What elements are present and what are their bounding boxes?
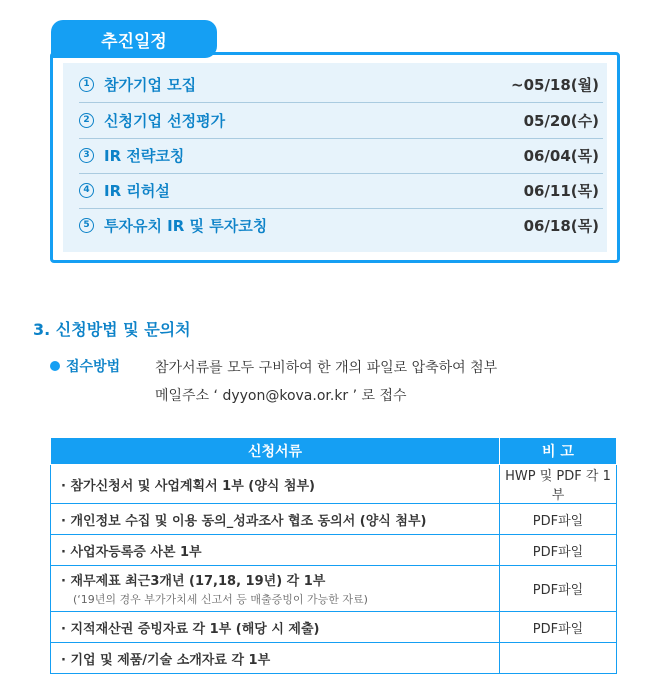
schedule-item-date: 06/18(목) [523, 217, 599, 235]
circled-number-icon: 5 [79, 218, 94, 233]
bullet-dot-icon [50, 361, 60, 371]
schedule-item-label: IR 리허설 [104, 182, 170, 200]
submit-email-line: 메일주소 ‘ dyyon@kova.or.kr ’ 로 접수 [155, 388, 407, 404]
submit-method-text: 접수방법 [66, 359, 121, 375]
document-cell [51, 566, 500, 612]
table-header-row [51, 438, 617, 465]
schedule-item-label: 신청기업 선정평가 [104, 112, 226, 130]
document-note: PDF파일 [500, 535, 617, 566]
document-name: · 재무제표 최근3개년 (17,18, 19년) 각 1부 [61, 574, 326, 589]
submit-instruction: 참가서류를 모두 구비하여 한 개의 파일로 압축하여 첨부 [155, 360, 498, 376]
document-subnote: (‘19년의 경우 부가가치세 신고서 등 매출증빙이 가능한 자료) [73, 593, 368, 606]
document-note: HWP 및 PDF 각 1부 [500, 465, 617, 504]
submit-method-label [50, 356, 120, 376]
table-row [51, 643, 617, 674]
schedule-panel [63, 63, 607, 252]
section-title: 3. 신청방법 및 문의처 [33, 320, 191, 339]
table-row [51, 566, 617, 612]
document-name: · 사업자등록증 사본 1부 [51, 535, 500, 566]
table-row [51, 535, 617, 566]
document-note: PDF파일 [500, 612, 617, 643]
schedule-item [79, 67, 603, 103]
document-note: PDF파일 [500, 504, 617, 535]
schedule-item [79, 173, 603, 209]
table-row [51, 465, 617, 504]
circled-number-icon: 3 [79, 148, 94, 163]
document-name: · 기업 및 제품/기술 소개자료 각 1부 [51, 643, 500, 674]
schedule-item-date: 06/11(목) [523, 182, 599, 200]
schedule-item [79, 103, 603, 139]
schedule-item-label: 투자유치 IR 및 투자코칭 [104, 217, 268, 235]
schedule-item-date: 05/20(수) [523, 112, 599, 130]
schedule-tab-title: 추진일정 [51, 20, 217, 58]
column-header-note: 비 고 [500, 438, 617, 465]
schedule-item [79, 208, 603, 243]
document-name: · 개인정보 수집 및 이용 동의_성과조사 협조 동의서 (양식 첨부) [51, 504, 500, 535]
circled-number-icon: 4 [79, 183, 94, 198]
schedule-box [50, 52, 620, 263]
circled-number-icon: 1 [79, 77, 94, 92]
table-row [51, 504, 617, 535]
schedule-item-date: 06/04(목) [523, 147, 599, 165]
document-name: · 참가신청서 및 사업계획서 1부 (양식 첨부) [51, 465, 500, 504]
table-row [51, 612, 617, 643]
document-name: · 지적재산권 증빙자료 각 1부 (해당 시 제출) [51, 612, 500, 643]
circled-number-icon: 2 [79, 113, 94, 128]
schedule-item [79, 138, 603, 174]
column-header-documents: 신청서류 [51, 438, 500, 465]
schedule-item-label: IR 전략코칭 [104, 147, 185, 165]
schedule-item-date: ~05/18(월) [511, 76, 599, 94]
document-note: PDF파일 [500, 566, 617, 612]
document-note [500, 643, 617, 674]
documents-table [50, 437, 617, 674]
schedule-item-label: 참가기업 모집 [104, 76, 197, 94]
